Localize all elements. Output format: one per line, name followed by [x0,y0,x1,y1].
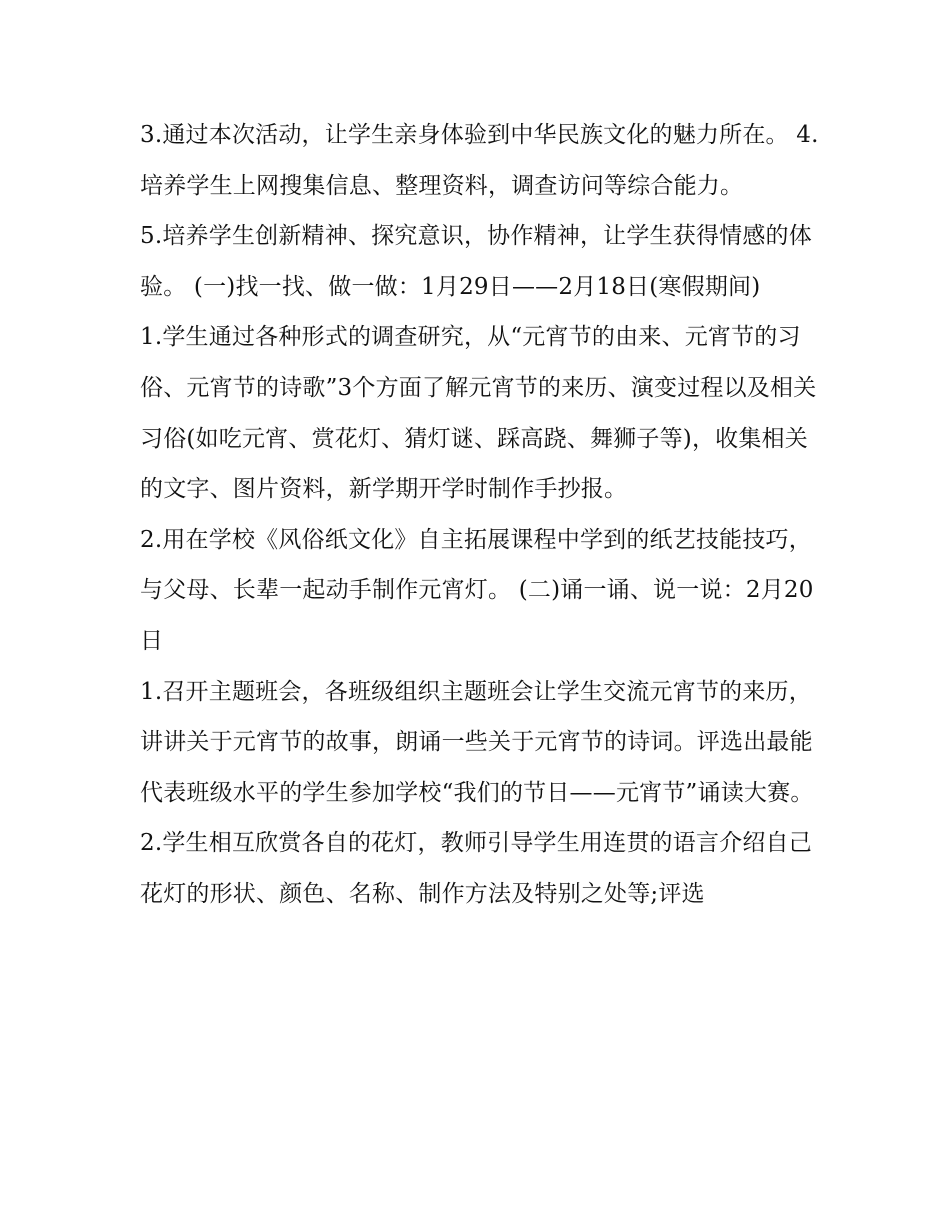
paragraph-class-meeting: 1.召开主题班会，各班级组织主题班会让学生交流元宵节的来历，讲讲关于元宵节的故事，朗诵一些关于元宵节的诗词。评选出最能代表班级水平的学生参加学校“我们的节日——元宵节”诵读大赛。 [140,678,814,806]
paragraph-goal-5-stage-1: 5.培养学生创新精神、探究意识，协作精神，让学生获得情感的体验。 (一)找一找、做一做：1月29日——2月18日(寒假期间) [140,223,812,300]
paragraph-goal-3-4: 3.通过本次活动，让学生亲身体验到中华民族文化的魅力所在。 4.培养学生上网搜集信息、整理资料，调查访问等综合能力。 [140,122,819,199]
paragraph-make-lanterns-stage-2: 2.用在学校《风俗纸文化》自主拓展课程中学到的纸艺技能技巧，与父母、长辈一起动手制作元宵灯。 (二)诵一诵、说一说：2月20日 [140,526,814,654]
paragraph-lantern-appreciation: 2.学生相互欣赏各自的花灯，教师引导学生用连贯的语言介绍自己花灯的形状、颜色、名称、制作方法及特别之处等;评选 [140,830,812,907]
paragraph-research-customs: 1.学生通过各种形式的调查研究，从“元宵节的由来、元宵节的习俗、元宵节的诗歌”3个方面了解元宵节的来历、演变过程以及相关习俗(如吃元宵、赏花灯、猜灯谜、踩高跷、舞狮子等)，收集相关的文字、图片资料，新学期开学时制作手抄报。 [140,324,817,503]
document-body [140,110,820,920]
